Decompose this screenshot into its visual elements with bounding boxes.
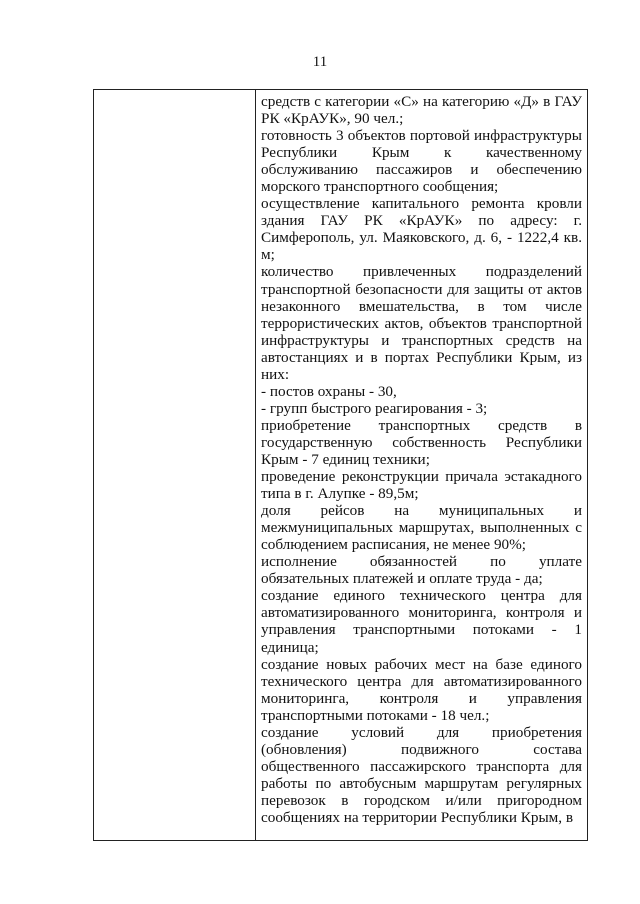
paragraph-pier-reconstruction: проведение реконструкции причала эстакадного типа в г. Алупке - 89,5м; [261, 468, 582, 503]
paragraph-vehicle-purchase: приобретение транспортных средств в государственную собственность Республики Крым - 7 единиц техники; [261, 416, 582, 468]
paragraph-roof-repair: осуществление капитального ремонта кровли здания ГАУ РК «КрАУК» по адресу: г. Симферополь, ул. Маяковского, д. 6, - 1222,4 кв. м; [261, 195, 582, 264]
paragraph-port-infrastructure: готовность 3 объектов портовой инфраструктуры Республики Крым к качественному обслуживанию пассажиров и обеспечению морского транспортного сообщения; [261, 127, 582, 196]
paragraph-rapid-response: - групп быстрого реагирования - 3; [261, 399, 488, 417]
paragraph-category-retraining: средств с категории «С» на категорию «Д» в ГАУ РК «КрАУК», 90 чел.; [261, 93, 582, 128]
paragraph-security-units: количество привлеченных подразделений транспортной безопасности для защиты от актов незаконного вмешательства, в том числе террористических актов, объектов транспортной инфраструктуры и транспортных средств на автостанциях и в портах Республики Крым, из них: [261, 263, 582, 383]
table-right-cell [256, 90, 587, 840]
table-left-cell [94, 90, 256, 840]
paragraph-technical-center: создание единого технического центра для автоматизированного мониторинга, контроля и управления транспортными потоками - 1 единица; [261, 587, 582, 656]
page-number: 11 [312, 54, 328, 70]
document-table [93, 89, 588, 841]
paragraph-schedule-compliance: доля рейсов на муниципальных и межмуниципальных маршрутах, выполненных с соблюдением расписания, не менее 90%; [261, 502, 582, 554]
paragraph-guard-posts: - постов охраны - 30, [261, 382, 397, 400]
paragraph-new-jobs: создание новых рабочих мест на базе единого технического центра для автоматизированного мониторинга, контроля и управления транспортными потоками - 18 чел.; [261, 655, 582, 724]
paragraph-payment-obligations: исполнение обязанностей по уплате обязательных платежей и оплате труда - да; [261, 553, 582, 588]
paragraph-rolling-stock: создание условий для приобретения (обновления) подвижного состава общественного пассажирского транспорта для работы по автобусным маршрутам регулярных перевозок в городском и/или пригородном сообщениях на территории Республики Крым, в [261, 723, 582, 826]
